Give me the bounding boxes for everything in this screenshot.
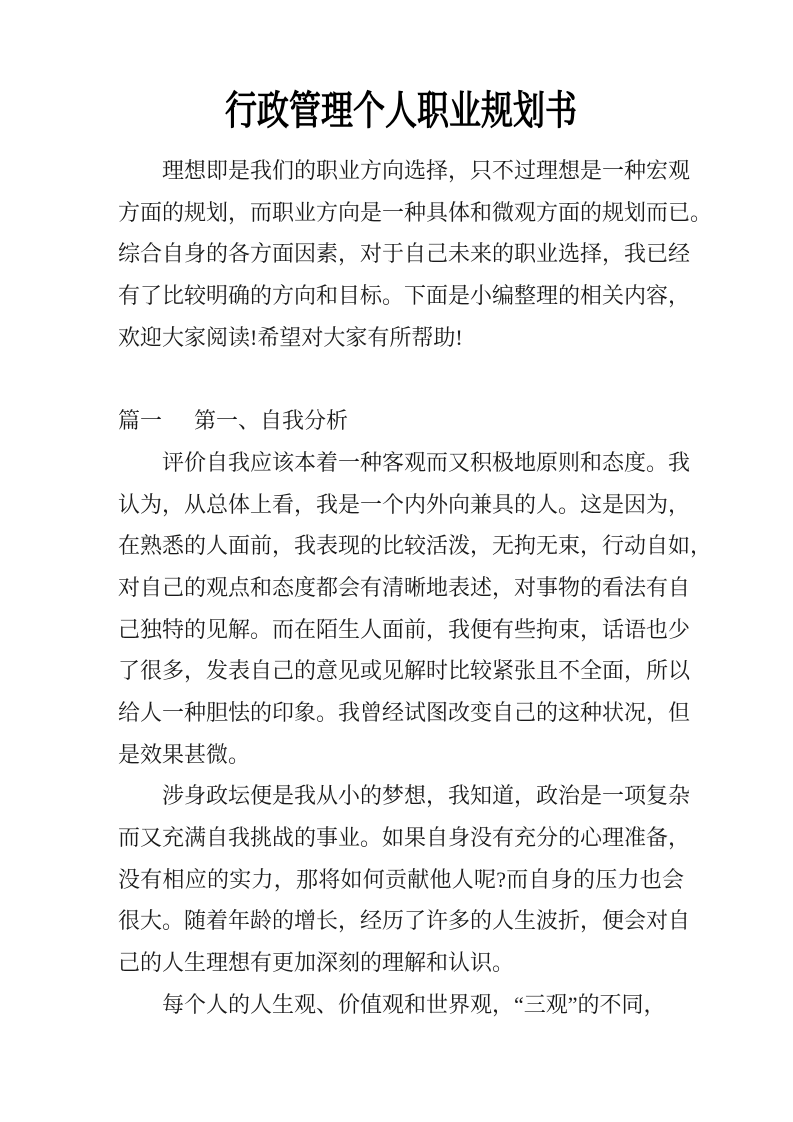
paragraph-line: 很大。随着年龄的增长，经历了许多的人生波折，便会对自 (118, 908, 691, 934)
paragraph-line: 没有相应的实力，那将如何贡献他人呢?而自身的压力也会 (118, 866, 684, 892)
paragraph-three-views (118, 984, 684, 1026)
section-heading-text: 第一、自我分析 (194, 408, 349, 434)
paragraph-line: 在熟悉的人面前，我表现的比较活泼，无拘无束，行动自如， (118, 533, 713, 559)
section-heading (118, 400, 684, 442)
paragraph-line: 欢迎大家阅读!希望对大家有所帮助! (118, 324, 463, 350)
paragraph-line: 评价自我应该本着一种客观而又积极地原则和态度。我 (162, 449, 691, 475)
paragraph-line: 综合自身的各方面因素，对于自己未来的职业选择，我已经 (118, 241, 691, 267)
paragraph-line: 涉身政坛便是我从小的梦想，我知道，政治是一项复杂 (162, 783, 691, 809)
document-title-text: 行政管理个人职业规划书 (225, 88, 577, 133)
paragraph-line: 给人一种胆怯的印象。我曾经试图改变自己的这种状况，但 (118, 699, 691, 725)
paragraph-line: 认为，从总体上看，我是一个内外向兼具的人。这是因为， (118, 491, 691, 517)
document-title (118, 86, 684, 136)
paragraph-line: 方面的规划，而职业方向是一种具体和微观方面的规划而已。 (118, 199, 713, 225)
paragraph-intro (118, 150, 713, 358)
paragraph-line: 而又充满自我挑战的事业。如果自身没有充分的心理准备， (118, 825, 691, 850)
paragraph-line: 己独特的见解。而在陌生人面前，我便有些拘束，话语也少 (118, 616, 691, 642)
paragraph-line: 己的人生理想有更加深刻的理解和认识。 (118, 950, 515, 976)
paragraph-line: 理想即是我们的职业方向选择，只不过理想是一种宏观 (162, 158, 691, 183)
paragraph-line: 了很多，发表自己的意见或见解时比较紧张且不全面，所以 (118, 658, 691, 684)
paragraph-line: 有了比较明确的方向和目标。下面是小编整理的相关内容， (118, 283, 691, 309)
paragraph-political-dream (118, 775, 691, 983)
paragraph-line: 对自己的观点和态度都会有清晰地表述，对事物的看法有自 (118, 574, 691, 600)
document-body (118, 150, 713, 1025)
paragraph-line: 每个人的人生观、价值观和世界观，“三观”的不同， (162, 991, 666, 1017)
paragraph-line: 是效果甚微。 (118, 741, 251, 767)
section-heading-label: 篇一 (118, 408, 163, 434)
paragraph-self-analysis (118, 442, 713, 776)
